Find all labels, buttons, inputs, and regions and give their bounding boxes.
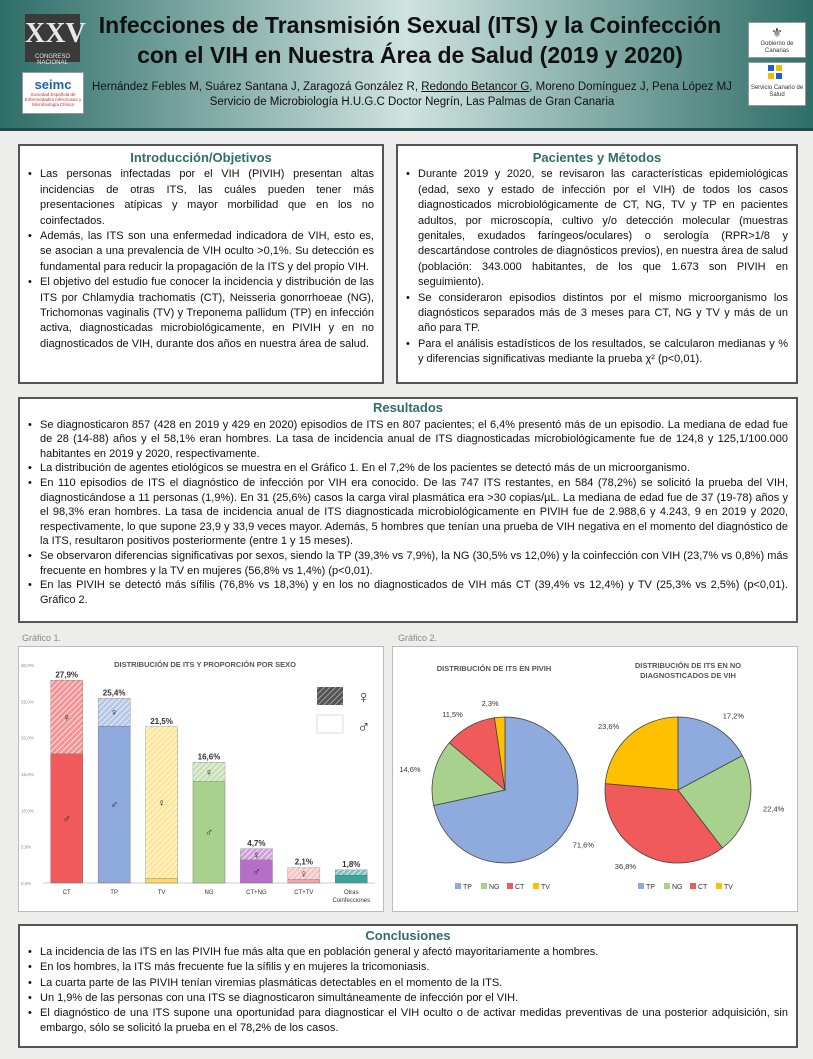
x-category-label: TV xyxy=(157,890,166,896)
pie2-title-line2: DIAGNOSTICADOS DE VIH xyxy=(640,671,736,680)
pie-value-label: 2,3% xyxy=(481,699,499,709)
pie2 xyxy=(598,711,785,891)
intro-item: • El objetivo del estudio fue conocer la incidencia y distribución de las ITS por Chlamydia trachomatis (CT), Neisseria gonorrhoeae (NG), Trichomonas vaginalis (TV) y Treponema pallidum (TP) en infección activa, diagnosticadas microbiológicamente, en PIVIH y en no diagnosticados de VIH, durante dos años en nuestra área de salud. xyxy=(40,275,374,352)
pie-value-label: 17,2% xyxy=(722,711,745,721)
bar-total-label: 25,4% xyxy=(102,688,126,698)
pie-legend-swatch xyxy=(455,883,461,889)
y-tick-label: 10,0% xyxy=(21,808,34,814)
x-category-label-line2: Coinfecciones xyxy=(332,898,371,904)
y-tick-label: 15,0% xyxy=(21,772,34,777)
pie-legend-label: TV xyxy=(724,884,733,891)
pie-legend-swatch xyxy=(533,883,539,889)
pie-legend-label: CT xyxy=(515,884,525,891)
bar-marks xyxy=(51,670,370,904)
pie-legend-swatch xyxy=(664,883,670,889)
y-tick-label: 0,0% xyxy=(21,881,32,886)
methods-item: • Durante 2019 y 2020, se revisaron las características epidemiológicas (edad, sexo y estado de infección por el VIH) de todos los casos diagnosticados microbiológicamente de CT, NG, TV y TP en pacientes adultos, por microscopía, cultivo y/o detección molecular (muestras genitales, exudados faríngeos/oculares) o serología (RPR>1/8 y descartándose controles de diagnósticos previos), en nuestra área de salud (población: 343.000 habitantes, de los que 1.673 son PIVIH en seguimiento). xyxy=(418,167,788,290)
conclusion-item: • En los hombres, la ITS más frecuente fue la sífilis y en mujeres la tricomoniasis. xyxy=(40,960,788,975)
scs-mark-icon xyxy=(766,63,788,83)
methods-item: • Para el análisis estadísticos de los resultados, se calcularon medianas y % y diferencias significativas mediante la prueba χ² (p<0,01). xyxy=(418,337,788,368)
conclusions-heading: Conclusiones xyxy=(365,928,451,943)
pie1 xyxy=(399,699,594,891)
intro-item: • Las personas infectadas por el VIH (PIVIH) presentan altas incidencias de otras ITS, las cuáles pueden tener más presentaciones atípicas y mayor morbilidad que en los no coinfectados. xyxy=(40,167,374,229)
pie-legend-label: NG xyxy=(489,884,500,891)
intro-heading: Introducción/Objetivos xyxy=(130,150,272,165)
x-category-label: TP xyxy=(110,890,118,896)
pie-legend-swatch xyxy=(638,883,644,889)
legend-male-swatch xyxy=(317,715,343,733)
results-item: • Se observaron diferencias significativas por sexos, siendo la TP (39,3% vs 7,9%), la NG (30,5% vs 12,0%) y la coinfección con VIH (23,7% vs 0,8%) más frecuente en hombres y la TV en mujeres (56,8% vs 1,4%) (p<0,01). xyxy=(40,549,788,578)
x-category-label: CT xyxy=(62,890,71,896)
results-heading: Resultados xyxy=(372,400,444,415)
bar-chart-panel xyxy=(18,646,384,912)
results-item: • En las PIVIH se detectó más sífilis (76,8% vs 18,3%) y en los no diagnosticados de VIH más CT (39,4% vs 12,4%) y TV (25,3% vs 2,5%) (p<0,01). Gráfico 2. xyxy=(40,578,788,607)
pie-chart-panel xyxy=(392,646,798,912)
pie2-title: DISTRIBUCIÓN DE ITS EN NO xyxy=(634,661,742,670)
pie-legend-label: TV xyxy=(541,884,550,891)
male-symbol-label: ♂ xyxy=(252,866,261,879)
methods-section xyxy=(396,144,798,384)
methods-heading: Pacientes y Métodos xyxy=(532,150,662,165)
intro-section xyxy=(18,144,384,384)
pie-value-label: 36,8% xyxy=(614,862,637,872)
pie-value-label: 23,6% xyxy=(597,721,620,731)
male-symbol-label: ♂ xyxy=(110,799,119,812)
female-symbol-label: ♀ xyxy=(157,797,166,810)
x-category-label: CT+TV xyxy=(294,890,314,896)
pie-legend-swatch xyxy=(716,883,722,889)
results-item: • Se diagnosticaron 857 (428 en 2019 y 429 en 2020) episodios de ITS en 807 pacientes; el 6,4% presentó más de un episodio. La mediana de edad fue de 28 (14-88) años y el 58,1% eran hombres. La tasa de incidencia anual de ITS diagnosticadas microbiológicamente fue de 124,8 y 125,1/100.000 habitantes en 2019 y 2020, respectivamente. xyxy=(40,418,788,462)
bar-chart xyxy=(19,647,383,911)
results-item: • La distribución de agentes etiológicos se muestra en el Gráfico 1. En el 7,2% de los pacientes se detectó más de un microorganismo. xyxy=(40,461,788,476)
male-symbol-label: ♂ xyxy=(204,827,214,840)
pie-legend-label: NG xyxy=(672,884,683,891)
conclusion-item: • El diagnóstico de una ITS supone una oportunidad para diagnosticar el VIH oculto o de activar medidas preventivas de una posterior adquisición, sin embargo, sólo se solicitó la prueba en el 78,2% de los casos. xyxy=(40,1006,788,1036)
conclusions-section xyxy=(18,924,798,1048)
pie-legend-label: TP xyxy=(646,884,655,891)
seimc-logo: seimc Sociedad Española de Enfermedades Infecciosas y Microbiología Clínica xyxy=(22,72,84,114)
y-tick-label: 30,0% xyxy=(21,663,34,668)
poster-header xyxy=(0,0,813,131)
bar-total-label: 4,7% xyxy=(247,838,266,848)
pie-legend-label: CT xyxy=(698,884,708,891)
female-symbol-label: ♀ xyxy=(299,868,308,881)
bar-total-label: 21,5% xyxy=(150,716,173,726)
bar-segment-female-hatch xyxy=(335,870,367,875)
y-tick-label: 25,0% xyxy=(21,699,34,705)
intro-item: • Además, las ITS son una enfermedad indicadora de VIH, esto es, se asocian a una prevalencia de VIH oculto >0,1%. Su detección es fundamental para reducir la propagación de la ITS y del propio VIH. xyxy=(40,229,374,275)
conclusion-item: • La incidencia de las ITS en las PIVIH fue más alta que en población general y afectó mayoritariamente a hombres. xyxy=(40,945,788,960)
pie-value-label: 71,6% xyxy=(572,840,595,850)
female-symbol-label: ♀ xyxy=(204,766,214,779)
bar-segment-male xyxy=(146,879,178,883)
bar-chart-title: DISTRIBUCIÓN DE ITS Y PROPORCIÓN POR SEXO xyxy=(114,660,296,669)
results-item: • En 110 episodios de ITS el diagnóstico de infección por VIH era conocido. De las 747 ITS restantes, en 584 (78,2%) se solicitó la prueba del VIH, diagnosticándose a 11 personas (1,9%). En 31 (25,6%) casos la carga viral plasmática era >30 copias/µL. La mediana de edad fue de 37 (19-78) años y el 98,3% eran hombres. La tasa de incidencia anual de ITS diagnosticada microbiológicamente en PIVIH fue de 2.988,6 y 4.243, 9 en 2019 y 2020, respectivamente, lo que supone 23,9 y 33,9 veces mayor. Además, 5 hombres que tenían una prueba de VIH negativa en el momento del diagnóstico de la ITS, resultaron positivos posteriormente (entre 1 y 15 meses). xyxy=(40,476,788,549)
scs-logo: Servicio Canario de Salud xyxy=(748,62,806,106)
bar-total-label: 27,9% xyxy=(55,670,79,680)
bar-segment-male xyxy=(335,875,367,883)
x-category-label: NG xyxy=(204,890,214,896)
female-symbol-label: ♀ xyxy=(110,707,119,720)
pie1-title: DISTRIBUCIÓN DE ITS EN PIVIH xyxy=(436,664,552,673)
female-symbol-label: ♀ xyxy=(252,849,261,862)
authors: Hernández Febles M, Suárez Santana J, Zaragozá González R, Redondo Betancor G, Moreno Domínguez J, Pena López MJ Servicio de Microbiología H.U.G.C Doctor Negrín, Las Palmas de Gran Canaria xyxy=(92,81,732,108)
results-section xyxy=(18,397,798,623)
y-tick-label: 5,0% xyxy=(21,844,32,850)
methods-item: • Se consideraron episodios distintos por el mismo microorganismo los diagnósticos separados más de 3 meses para CT, NG y TV y más de un año para TP. xyxy=(418,291,788,337)
pie-value-label: 14,6% xyxy=(399,764,421,774)
gobierno-canarias-logo: ⚜ Gobierno de Canarias xyxy=(748,22,806,58)
y-tick-label: 20,0% xyxy=(21,735,34,741)
grafico1-label: Gráfico 1. xyxy=(22,633,62,643)
conclusion-item: • Un 1,9% de las personas con una ITS se diagnosticaron simultáneamente de infección por el VIH. xyxy=(40,991,788,1006)
bar-total-label: 16,6% xyxy=(197,752,221,762)
pie-legend-swatch xyxy=(507,883,513,889)
legend-female-swatch xyxy=(317,687,343,705)
conclusion-item: • La cuarta parte de las PIVIH tenían viremias plasmáticas detectables en el momento de la ITS. xyxy=(40,976,788,991)
bar-legend xyxy=(317,687,371,737)
bar-total-label: 1,8% xyxy=(342,859,361,869)
male-symbol-label: ♂ xyxy=(62,813,71,826)
grafico2-label: Gráfico 2. xyxy=(398,633,438,643)
congress-logo: XXV CONGRESO NACIONAL xyxy=(25,14,80,62)
female-symbol-label: ♀ xyxy=(62,711,71,724)
legend-male-label: ♂ xyxy=(357,717,371,737)
poster-title: Infecciones de Transmisión Sexual (ITS) y la Coinfección con el VIH en Nuestra Área de Salud (2019 y 2020) xyxy=(98,12,722,68)
pie-value-label: 22,4% xyxy=(763,804,785,814)
x-category-label: CT+NG xyxy=(246,890,267,896)
pie-legend-label: TP xyxy=(463,884,472,891)
pie-legend-swatch xyxy=(481,883,487,889)
legend-female-label: ♀ xyxy=(357,687,371,707)
pie-legend-swatch xyxy=(690,883,696,889)
pie-value-label: 11,5% xyxy=(442,709,463,719)
bar-total-label: 2,1% xyxy=(294,857,313,867)
pie-charts xyxy=(393,647,797,911)
x-category-label: Otras xyxy=(343,890,359,896)
